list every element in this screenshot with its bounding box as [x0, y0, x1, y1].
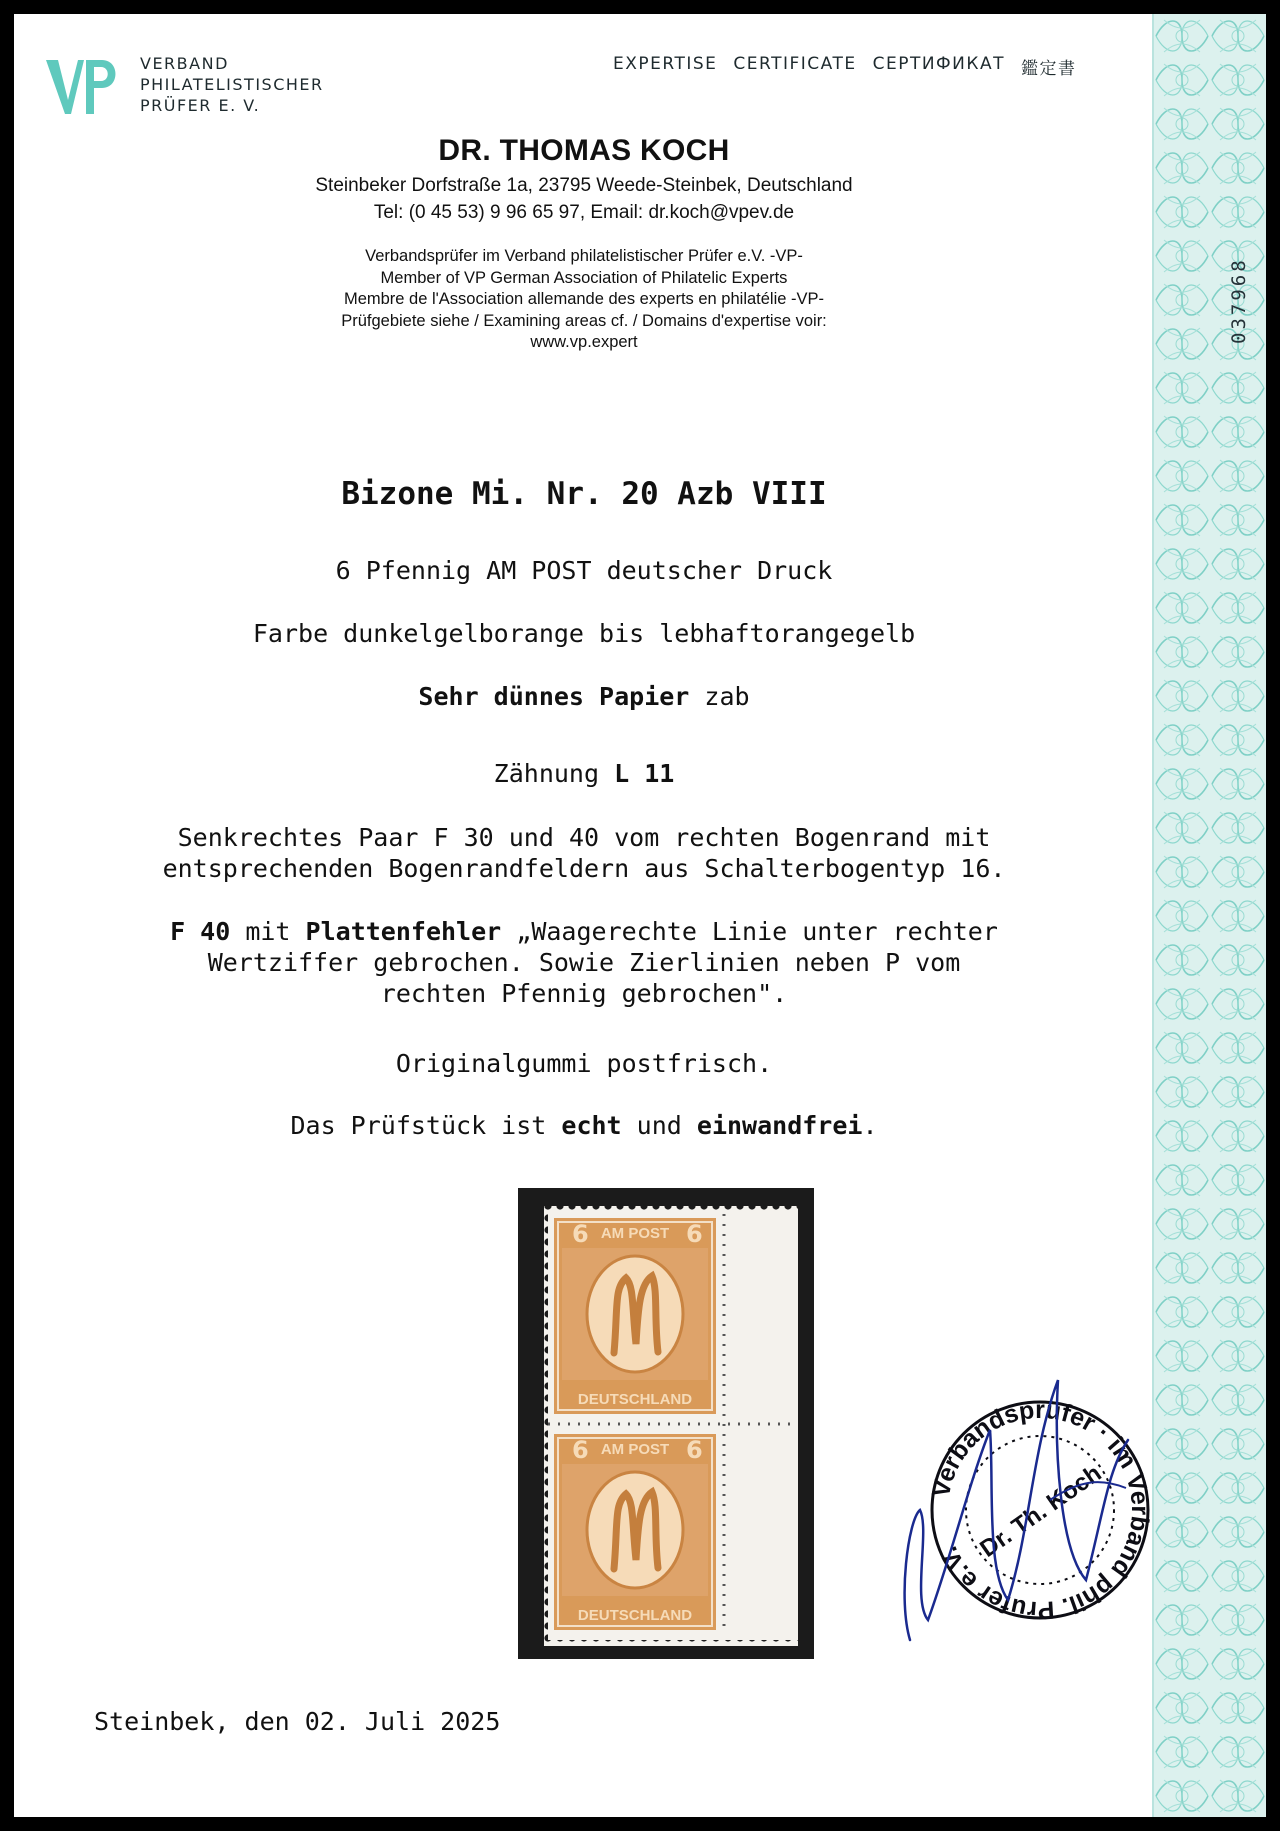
certificate-title-ru: СЕРТИФИКАТ — [872, 54, 1005, 74]
error-text: „Waagerechte Linie unter rechter — [501, 917, 998, 946]
stamp-upper — [554, 1218, 716, 1414]
paper-type: Sehr dünnes Papier — [418, 682, 690, 711]
stamp-catalog-title: Bizone Mi. Nr. 20 Azb VIII — [341, 476, 827, 512]
stamp-top-text: AM POST — [600, 1225, 670, 1242]
expert-seal-and-signature — [890, 1360, 1180, 1664]
error-label: Plattenfehler — [305, 917, 502, 946]
verdict-and: und — [621, 1111, 697, 1140]
pair-description — [14, 822, 1154, 884]
perforation-value: L 11 — [614, 759, 675, 788]
pair-line: Senkrechtes Paar F 30 und 40 vom rechten Bogenrand mit — [177, 823, 991, 852]
expert-address: Steinbeker Dorfstraße 1a, 23795 Weede-Steinbek, Deutschland — [315, 175, 853, 196]
error-mit: mit — [230, 917, 306, 946]
expert-contact — [14, 172, 1154, 226]
paper-suffix: zab — [689, 682, 750, 711]
error-position: F 40 — [170, 917, 231, 946]
membership-line: Verbandsprüfer im Verband philatelistischer Prüfer e.V. -VP- — [365, 247, 803, 265]
perforation-label: Zähnung — [493, 759, 615, 788]
membership-line: Member of VP German Association of Philatelic Experts — [380, 268, 788, 287]
stamp-lower — [554, 1434, 716, 1630]
certificate-title-en: CERTIFICATE — [733, 54, 857, 74]
stamp-value: 6 — [686, 1220, 703, 1248]
seal-outer-text: Verbandsprüfer · im Verband phil. Prüfer e.V. — [926, 1395, 1155, 1625]
stamp-perforation — [14, 759, 1154, 788]
membership-statement — [14, 246, 1154, 354]
gum-condition: Originalgummi postfrisch. — [395, 1049, 773, 1078]
verdict-end: . — [862, 1111, 878, 1140]
plate-error-line — [14, 916, 1154, 947]
certificate-title-ja: 鑑定書 — [1020, 59, 1077, 79]
certificate-title-de: EXPERTISE — [613, 54, 718, 74]
stamp-color: Farbe dunkelgelborange bis lebhaftorangegelb — [252, 619, 916, 648]
stamp-denomination: 6 Pfennig AM POST deutscher Druck — [335, 556, 833, 585]
stamp-bottom-text: DEUTSCHLAND — [577, 1391, 693, 1408]
membership-website: www.vp.expert — [530, 333, 638, 351]
association-name-line: PRÜFER E. V. — [140, 96, 261, 115]
stamp-pair-photo — [518, 1188, 814, 1659]
membership-line: Prüfgebiete siehe / Examining areas cf. / Domains d'expertise voir: — [341, 311, 827, 330]
certificate-title-languages — [613, 54, 1076, 79]
verdict-prefix: Das Prüfstück ist — [290, 1111, 562, 1140]
verdict — [14, 1111, 1154, 1140]
serial-number: 037968 — [1228, 257, 1250, 344]
association-name-line: VERBAND — [140, 54, 229, 73]
plate-error-line: rechten Pfennig gebrochen". — [380, 979, 788, 1008]
stamp-paper — [14, 682, 1154, 711]
seal-center-text: Dr. Th. Koch — [975, 1459, 1107, 1563]
certificate-sheet — [14, 14, 1266, 1817]
plate-error-line: Wertziffer gebrochen. Sowie Zierlinien neben P vom — [207, 948, 961, 977]
plate-error-description — [14, 916, 1154, 1009]
vp-logo — [44, 56, 122, 122]
place-and-date: Steinbek, den 02. Juli 2025 — [94, 1707, 501, 1736]
association-name-line: PHILATELISTISCHER — [140, 75, 324, 94]
association-name — [140, 53, 324, 116]
expert-name: DR. THOMAS KOCH — [438, 134, 730, 167]
stamp-value: 6 — [572, 1220, 589, 1248]
expert-phone-email: Tel: (0 45 53) 9 96 65 97, Email: dr.koch@vpev.de — [373, 202, 795, 223]
pair-line: entsprechenden Bogenrandfeldern aus Schalterbogentyp 16. — [162, 854, 1006, 883]
stamp-bottom-text: DEUTSCHLAND — [577, 1607, 693, 1624]
verdict-genuine: echt — [561, 1111, 622, 1140]
membership-line: Membre de l'Association allemande des experts en philatélie -VP- — [343, 290, 825, 308]
stamp-value: 6 — [572, 1436, 589, 1464]
stamp-value: 6 — [686, 1436, 703, 1464]
verdict-faultless: einwandfrei — [696, 1111, 863, 1140]
stamp-top-text: AM POST — [600, 1441, 670, 1458]
